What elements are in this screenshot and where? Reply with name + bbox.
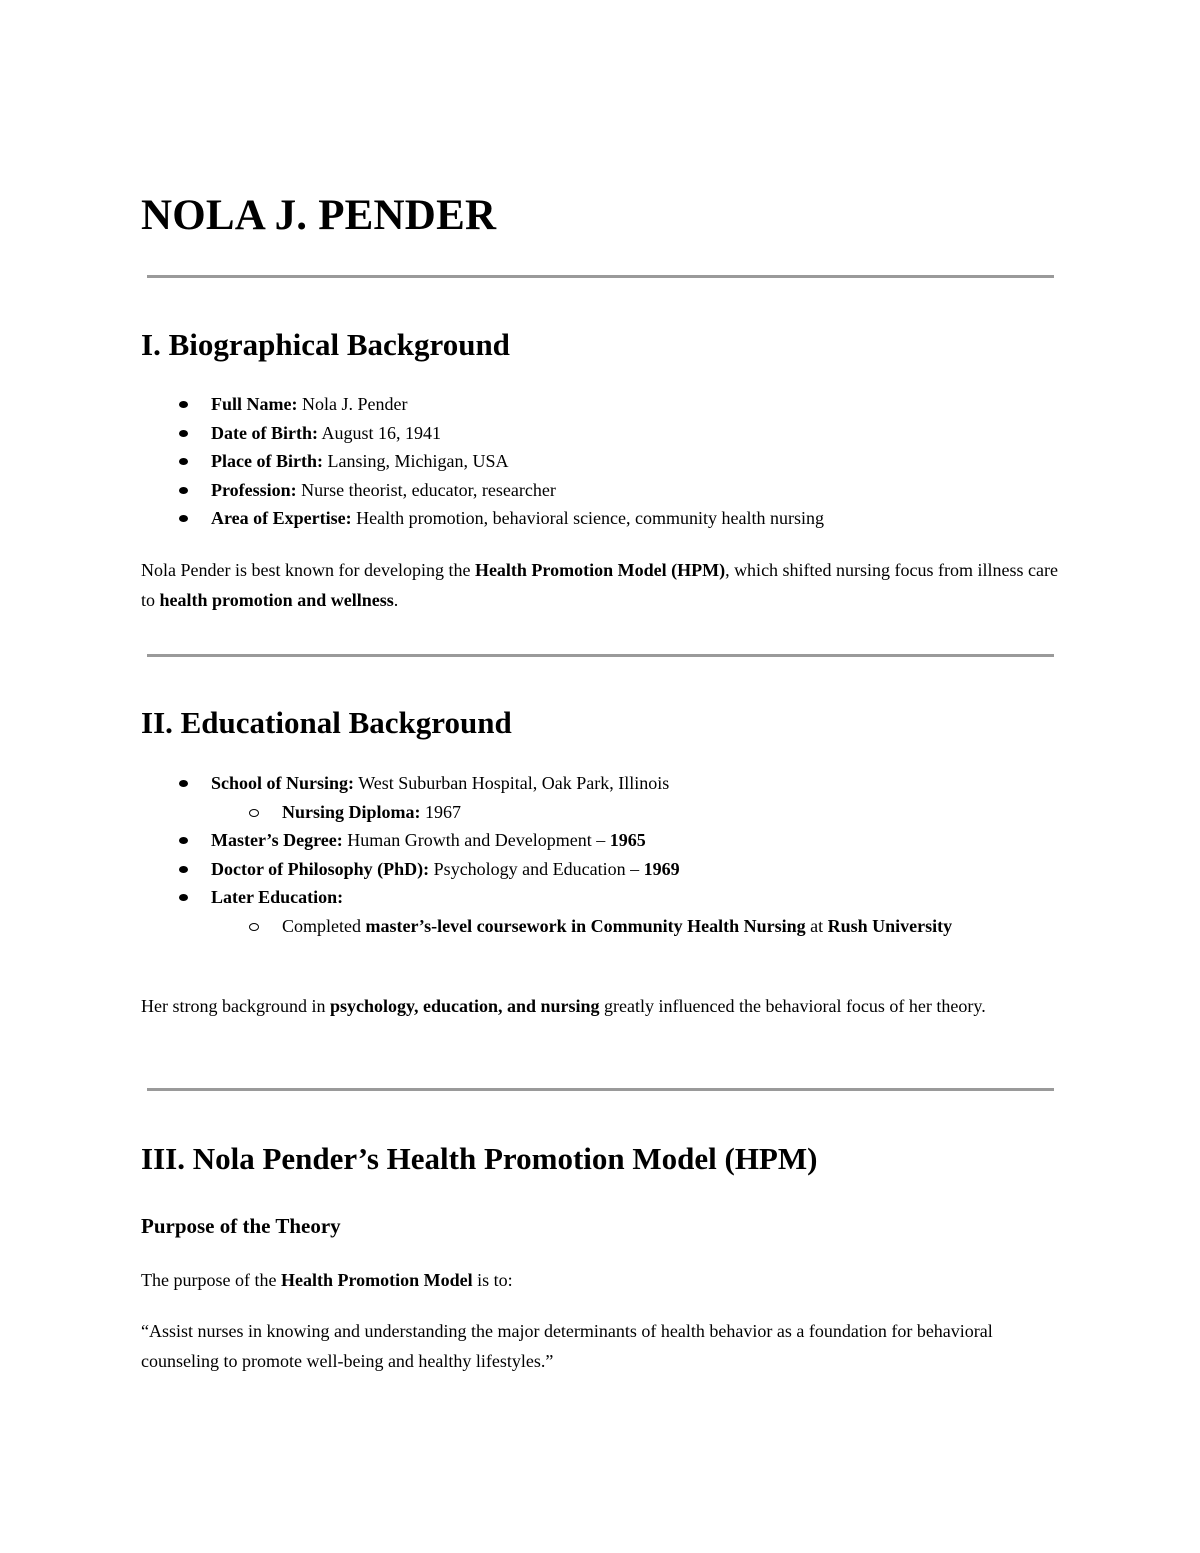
subheading-purpose: Purpose of the Theory xyxy=(141,1214,341,1238)
biographical-paragraph xyxy=(141,556,1061,615)
item-label: Date of Birth: xyxy=(211,422,318,443)
list-item xyxy=(141,476,1056,505)
sub-list-item xyxy=(141,798,982,827)
item-label: School of Nursing: xyxy=(211,773,355,793)
purpose-paragraph xyxy=(141,1266,1061,1296)
item-value: Human Growth and Development – xyxy=(342,830,610,850)
bullet-icon xyxy=(179,487,188,494)
bold-run: health promotion and wellness xyxy=(159,589,394,610)
bullet-icon xyxy=(179,866,188,873)
text-run: , which shifted nursing focus from illness care to xyxy=(141,560,1058,610)
item-label: Nursing Diploma: xyxy=(282,801,421,822)
section-heading-hpm: III. Nola Pender’s Health Promotion Model (HPM) xyxy=(141,1141,818,1176)
item-label: Master’s Degree: xyxy=(211,830,343,850)
item-label: Place of Birth: xyxy=(211,451,323,471)
text-run: Her strong background in xyxy=(141,996,330,1016)
item-label: Full Name: xyxy=(211,394,298,414)
item-value: Nola J. Pender xyxy=(297,394,408,414)
item-value: August 16, 1941 xyxy=(317,422,441,443)
document-title: NOLA J. PENDER xyxy=(141,192,497,239)
bullet-icon xyxy=(179,401,188,408)
sub-list-item xyxy=(141,912,982,941)
item-year: 1965 xyxy=(609,830,646,850)
list-item xyxy=(141,826,1056,855)
bold-run: master’s-level coursework in Community Health Nursing xyxy=(365,915,806,936)
text-run: . xyxy=(393,589,399,610)
list-item xyxy=(141,419,1056,448)
hollow-bullet-icon xyxy=(249,923,259,931)
item-label: Area of Expertise: xyxy=(211,508,352,528)
bold-run: psychology, education, and nursing xyxy=(329,996,600,1016)
bullet-icon xyxy=(179,515,188,522)
bullet-icon xyxy=(179,837,188,844)
text-run: at xyxy=(805,915,828,936)
item-label: Profession: xyxy=(211,479,297,500)
biographical-list xyxy=(141,390,1056,533)
list-item xyxy=(141,390,1056,419)
bold-run: Health Promotion Model xyxy=(280,1270,473,1290)
horizontal-rule xyxy=(147,275,1054,278)
bullet-icon xyxy=(179,780,188,787)
bold-run: Health Promotion Model (HPM) xyxy=(474,560,726,580)
list-item xyxy=(141,504,1056,533)
bullet-icon xyxy=(179,894,188,901)
text-run: Nola Pender is best known for developing the xyxy=(141,560,475,580)
text-run: The purpose of the xyxy=(141,1270,281,1290)
section-heading-educational: II. Educational Background xyxy=(141,705,512,740)
item-value: West Suburban Hospital, Oak Park, Illinois xyxy=(354,773,670,793)
item-value: Nurse theorist, educator, researcher xyxy=(296,479,556,500)
hollow-bullet-icon xyxy=(249,809,259,817)
item-label: Later Education: xyxy=(211,887,344,907)
item-value: Psychology and Education – xyxy=(429,858,644,879)
educational-paragraph xyxy=(141,992,1061,1022)
list-item xyxy=(141,447,1056,476)
item-year: 1969 xyxy=(643,858,680,879)
item-value: Lansing, Michigan, USA xyxy=(322,451,509,471)
purpose-quote: “Assist nurses in knowing and understanding the major determinants of health behavior as a foundation for behavioral counseling to promote well-being and healthy lifestyles.” xyxy=(141,1321,993,1371)
list-item xyxy=(141,855,1056,884)
bullet-icon xyxy=(179,430,188,437)
bullet-icon xyxy=(179,458,188,465)
item-value: 1967 xyxy=(420,801,462,822)
text-run: Completed xyxy=(282,915,366,936)
item-label: Doctor of Philosophy (PhD): xyxy=(211,858,430,879)
list-item xyxy=(141,883,1056,912)
educational-list xyxy=(141,769,1056,940)
horizontal-rule xyxy=(147,1088,1054,1091)
text-run: greatly influenced the behavioral focus of her theory. xyxy=(599,996,986,1016)
text-run: is to: xyxy=(472,1270,513,1290)
item-value: Health promotion, behavioral science, community health nursing xyxy=(351,508,825,528)
list-item xyxy=(141,769,1056,798)
section-heading-biographical: I. Biographical Background xyxy=(141,327,510,362)
horizontal-rule xyxy=(147,654,1054,657)
bold-run: Rush University xyxy=(827,915,953,936)
